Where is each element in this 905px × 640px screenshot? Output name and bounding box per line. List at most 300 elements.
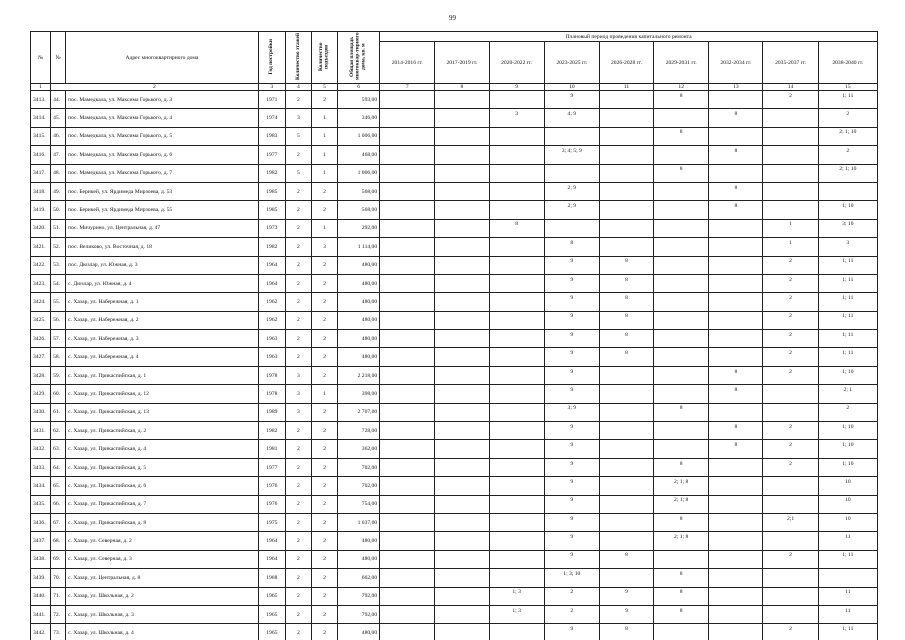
cell-local-index: 51. <box>51 219 66 237</box>
cell-period <box>489 219 544 237</box>
cell-area: 480,00 <box>338 532 380 550</box>
table-row <box>31 91 878 109</box>
cell-area: 398,00 <box>338 385 380 403</box>
cell-period <box>654 440 709 458</box>
cell-period <box>435 550 489 568</box>
cell-area: 480,00 <box>338 348 380 366</box>
cell-period-value: 2 <box>846 147 850 154</box>
cell-address: с. Хазар, ул. Северная, д. 2 <box>66 532 259 550</box>
cell-period <box>763 569 818 587</box>
cell-area: 346,00 <box>338 109 380 127</box>
cell-period <box>818 440 877 458</box>
cell-period <box>599 532 653 550</box>
cell-entrances: 2 <box>311 256 337 274</box>
cell-period-value: 2 <box>789 423 792 430</box>
cell-period <box>599 164 653 182</box>
cell-period <box>818 458 877 476</box>
cell-floors: 2 <box>285 182 311 200</box>
cell-period <box>380 256 435 274</box>
table-row <box>31 513 878 531</box>
cell-period <box>489 127 544 145</box>
header-entrances <box>311 32 337 84</box>
cell-period <box>818 348 877 366</box>
cell-index: 3434. <box>31 477 51 495</box>
cell-area: 1 037,00 <box>338 513 380 531</box>
cell-period <box>489 146 544 164</box>
cell-period <box>544 366 599 384</box>
cell-period <box>544 219 599 237</box>
cell-period-value: 8 <box>625 258 628 265</box>
cell-period <box>380 330 435 348</box>
cell-index: 3424. <box>31 293 51 311</box>
cell-period <box>380 532 435 550</box>
cell-period-value: 2 <box>789 552 792 559</box>
cell-period <box>489 458 544 476</box>
cell-index: 3431. <box>31 422 51 440</box>
cell-address: с. Хазар, ул. Школьная, д. 4 <box>66 624 259 640</box>
cell-period-value: 3; 10 <box>842 221 854 228</box>
cell-floors: 2 <box>285 238 311 256</box>
capital-repair-table <box>30 31 878 640</box>
cell-period <box>654 550 709 568</box>
cell-index: 3422. <box>31 256 51 274</box>
cell-period-value: 2; 1; 8 <box>674 534 689 541</box>
cell-period <box>435 201 489 219</box>
cell-area: 480,00 <box>338 274 380 292</box>
cell-period-value: 1; 11 <box>842 313 854 320</box>
cell-period <box>544 624 599 640</box>
cell-period <box>763 274 818 292</box>
header-period: 2014-2016 гг. <box>380 42 435 84</box>
table-row <box>31 219 878 237</box>
cell-period <box>599 109 653 127</box>
cell-floors: 2 <box>285 219 311 237</box>
cell-period <box>763 605 818 623</box>
cell-index: 3425. <box>31 311 51 329</box>
cell-entrances: 2 <box>311 440 337 458</box>
cell-period-value: 8 <box>625 626 628 633</box>
cell-area: 480,00 <box>338 293 380 311</box>
col-number: 9 <box>489 84 544 91</box>
cell-year: 1978 <box>258 385 285 403</box>
cell-period <box>544 495 599 513</box>
cell-period <box>763 422 818 440</box>
cell-period-value: 1; 11 <box>842 258 854 265</box>
cell-period <box>435 219 489 237</box>
cell-local-index: 68. <box>51 532 66 550</box>
cell-period-value: 11 <box>845 534 851 541</box>
cell-period-value: 8 <box>625 552 628 559</box>
cell-period <box>763 293 818 311</box>
cell-floors: 2 <box>285 256 311 274</box>
cell-index: 3430. <box>31 403 51 421</box>
cell-period <box>654 605 709 623</box>
cell-period-value: 10 <box>845 497 851 504</box>
cell-period <box>763 385 818 403</box>
cell-period <box>544 403 599 421</box>
cell-period <box>654 348 709 366</box>
cell-address: с. Хазар, ул. Школьная, д. 3 <box>66 605 259 623</box>
cell-period <box>544 311 599 329</box>
cell-period-value: 2 <box>789 331 792 338</box>
col-number: 7 <box>380 84 435 91</box>
cell-area: 480,00 <box>338 624 380 640</box>
cell-period <box>380 605 435 623</box>
cell-period <box>380 587 435 605</box>
cell-index: 3421. <box>31 238 51 256</box>
cell-entrances: 2 <box>311 182 337 200</box>
cell-area: 1 006,00 <box>338 164 380 182</box>
cell-period <box>763 330 818 348</box>
cell-period <box>818 605 877 623</box>
cell-year: 1976 <box>258 477 285 495</box>
cell-year: 1975 <box>258 513 285 531</box>
cell-period-value: 9 <box>570 515 574 522</box>
cell-entrances: 2 <box>311 348 337 366</box>
cell-period-value: 11 <box>845 607 851 614</box>
cell-index: 3426. <box>31 330 51 348</box>
cell-address: с. Хазар, ул. Центральная, д. 8 <box>66 569 259 587</box>
cell-address: пос. Дюзлар, ул. Южная, д. 3 <box>66 256 259 274</box>
cell-period-value: 1; 11 <box>842 294 854 301</box>
cell-period <box>489 182 544 200</box>
table-body <box>31 91 878 640</box>
table-row <box>31 477 878 495</box>
cell-period <box>599 403 653 421</box>
cell-period <box>818 624 877 640</box>
header-period: 2017-2019 гг. <box>435 42 489 84</box>
cell-period-value: 1; 3 <box>512 607 521 614</box>
cell-area: 662,00 <box>338 569 380 587</box>
cell-period-value: 2 <box>789 258 792 265</box>
cell-period <box>489 330 544 348</box>
cell-year: 1985 <box>258 201 285 219</box>
cell-period-value: 8 <box>734 442 738 449</box>
col-number: 15 <box>818 84 877 91</box>
cell-period <box>654 495 709 513</box>
cell-period <box>489 532 544 550</box>
cell-period <box>654 458 709 476</box>
cell-period <box>654 256 709 274</box>
cell-period <box>709 330 763 348</box>
cell-local-index: 45. <box>51 109 66 127</box>
cell-period-value: 2 <box>789 368 792 375</box>
cell-period <box>599 311 653 329</box>
cell-period <box>654 164 709 182</box>
cell-period <box>489 403 544 421</box>
cell-period <box>654 109 709 127</box>
cell-year: 1962 <box>258 311 285 329</box>
cell-entrances: 2 <box>311 624 337 640</box>
cell-period <box>544 256 599 274</box>
cell-period-value: 4; 9 <box>567 111 577 118</box>
cell-period <box>435 109 489 127</box>
col-number: 6 <box>338 84 380 91</box>
cell-local-index: 48. <box>51 164 66 182</box>
cell-area: 792,00 <box>338 587 380 605</box>
cell-period <box>380 146 435 164</box>
cell-period <box>818 256 877 274</box>
cell-period-value: 8 <box>679 515 683 522</box>
cell-period-value: 2 <box>846 405 850 412</box>
cell-local-index: 71. <box>51 587 66 605</box>
cell-period <box>544 238 599 256</box>
cell-address: с. Хазар, ул. Прикаспийская, д. 5 <box>66 458 259 476</box>
cell-period <box>380 293 435 311</box>
cell-entrances: 1 <box>311 219 337 237</box>
cell-period <box>763 109 818 127</box>
cell-period <box>435 146 489 164</box>
header-year-label: Год постройки <box>267 38 274 75</box>
cell-period <box>763 513 818 531</box>
cell-address: с. Хазар, ул. Прикаспийская, д. 12 <box>66 385 259 403</box>
cell-period <box>709 311 763 329</box>
cell-floors: 3 <box>285 385 311 403</box>
cell-period-value: 8 <box>570 239 574 246</box>
cell-period-value: 8 <box>679 166 683 173</box>
cell-period-value: 8 <box>679 129 683 136</box>
cell-period <box>818 330 877 348</box>
cell-period <box>763 164 818 182</box>
cell-period <box>654 238 709 256</box>
cell-period <box>654 274 709 292</box>
cell-period-value: 1; 11 <box>842 331 854 338</box>
cell-floors: 2 <box>285 495 311 513</box>
cell-period <box>599 274 653 292</box>
cell-entrances: 2 <box>311 330 337 348</box>
cell-period <box>709 477 763 495</box>
cell-area: 480,00 <box>338 550 380 568</box>
cell-period <box>435 440 489 458</box>
cell-period-value: 8 <box>625 313 628 320</box>
cell-period-value: 2;1 <box>786 515 795 522</box>
cell-period <box>489 477 544 495</box>
cell-period <box>599 256 653 274</box>
cell-address: с. Хазар, ул. Прикаспийская, д. 4 <box>66 440 259 458</box>
table-row <box>31 348 878 366</box>
cell-entrances: 2 <box>311 587 337 605</box>
cell-period-value: 1; 10 <box>842 368 854 375</box>
cell-period <box>435 274 489 292</box>
col-number: 4 <box>285 84 311 91</box>
cell-floors: 5 <box>285 127 311 145</box>
cell-period <box>709 605 763 623</box>
cell-period <box>380 219 435 237</box>
cell-floors: 2 <box>285 201 311 219</box>
cell-period <box>599 569 653 587</box>
cell-period <box>763 458 818 476</box>
cell-period <box>489 366 544 384</box>
cell-local-index: 52. <box>51 238 66 256</box>
cell-period <box>709 91 763 109</box>
cell-area: 2 707,00 <box>338 403 380 421</box>
cell-index: 3420. <box>31 219 51 237</box>
cell-local-index: 69. <box>51 550 66 568</box>
cell-year: 1977 <box>258 146 285 164</box>
cell-period <box>489 495 544 513</box>
cell-year: 1963 <box>258 348 285 366</box>
cell-area: 1 006,00 <box>338 127 380 145</box>
cell-entrances: 3 <box>311 238 337 256</box>
cell-area: 292,00 <box>338 219 380 237</box>
cell-period <box>435 422 489 440</box>
cell-index: 3435. <box>31 495 51 513</box>
cell-year: 1977 <box>258 458 285 476</box>
cell-period-value: 2; 1; 8 <box>674 478 689 485</box>
cell-entrances: 2 <box>311 550 337 568</box>
cell-local-index: 61. <box>51 403 66 421</box>
cell-address: с. Хазар, ул. Набережная, д. 4 <box>66 348 259 366</box>
cell-period <box>380 403 435 421</box>
cell-index: 3416. <box>31 146 51 164</box>
cell-period-value: 1; 11 <box>842 626 854 633</box>
cell-period <box>544 550 599 568</box>
cell-period <box>435 238 489 256</box>
cell-period-value: 1; 11 <box>842 350 854 357</box>
cell-period <box>544 164 599 182</box>
cell-period <box>489 440 544 458</box>
cell-period <box>709 422 763 440</box>
cell-area: 480,00 <box>338 330 380 348</box>
cell-period-value: 2 <box>789 350 792 357</box>
cell-period <box>709 256 763 274</box>
cell-period-value: 2 <box>789 294 792 301</box>
cell-period <box>818 238 877 256</box>
cell-period-value: 8 <box>734 423 738 430</box>
cell-period-value: 1; 3 <box>512 589 521 596</box>
cell-index: 3440. <box>31 587 51 605</box>
cell-period <box>709 513 763 531</box>
cell-period <box>599 330 653 348</box>
table-row <box>31 109 878 127</box>
cell-period-value: 1; 11 <box>842 552 854 559</box>
table-row <box>31 256 878 274</box>
cell-index: 3428. <box>31 366 51 384</box>
cell-index: 3433. <box>31 458 51 476</box>
header-no2: № <box>51 32 66 84</box>
cell-area: 1 114,00 <box>338 238 380 256</box>
cell-address: пос. Великово, ул. Восточная, д. 18 <box>66 238 259 256</box>
cell-period <box>654 385 709 403</box>
cell-floors: 2 <box>285 550 311 568</box>
cell-period <box>489 201 544 219</box>
cell-floors: 2 <box>285 311 311 329</box>
cell-entrances: 1 <box>311 385 337 403</box>
cell-period <box>380 440 435 458</box>
cell-period <box>380 274 435 292</box>
header-entrances-label: Количество подъездов <box>317 42 330 71</box>
cell-floors: 2 <box>285 605 311 623</box>
cell-area: 568,00 <box>338 201 380 219</box>
cell-period <box>654 201 709 219</box>
cell-area: 702,00 <box>338 477 380 495</box>
cell-floors: 2 <box>285 513 311 531</box>
cell-floors: 2 <box>285 348 311 366</box>
col-number: 5 <box>311 84 337 91</box>
cell-period-value: 2 <box>789 313 792 320</box>
cell-year: 1981 <box>258 440 285 458</box>
cell-local-index: 62. <box>51 422 66 440</box>
table-row <box>31 127 878 145</box>
cell-period <box>818 587 877 605</box>
cell-period <box>599 127 653 145</box>
col-number: 3 <box>258 84 285 91</box>
cell-year: 1964 <box>258 532 285 550</box>
cell-period <box>489 274 544 292</box>
cell-period-value: 2; 9 <box>567 184 577 191</box>
cell-period <box>599 550 653 568</box>
cell-period-value: 2 <box>789 460 792 467</box>
cell-period-value: 9 <box>570 442 574 449</box>
header-area-label: Общая площадь многоквар-тирного дома, кв. м <box>349 32 367 81</box>
cell-period <box>544 513 599 531</box>
cell-year: 1965 <box>258 624 285 640</box>
cell-period-value: 3; 9 <box>567 405 577 412</box>
cell-period-value: 8 <box>625 350 628 357</box>
cell-period-value: 8 <box>679 570 683 577</box>
cell-period <box>818 127 877 145</box>
cell-period <box>599 440 653 458</box>
cell-period-value: 1 <box>789 221 792 228</box>
cell-year: 1985 <box>258 182 285 200</box>
header-period: 2032-2034 гг. <box>709 42 763 84</box>
cell-period <box>435 182 489 200</box>
table-row <box>31 366 878 384</box>
cell-period-value: 9 <box>570 276 574 283</box>
cell-period <box>763 366 818 384</box>
cell-period <box>763 91 818 109</box>
cell-local-index: 72. <box>51 605 66 623</box>
cell-year: 1982 <box>258 238 285 256</box>
table-row <box>31 201 878 219</box>
cell-period <box>435 495 489 513</box>
cell-period-value: 8 <box>679 607 683 614</box>
cell-period-value: 1; 10 <box>842 423 854 430</box>
cell-year: 1974 <box>258 109 285 127</box>
cell-period-value: 3 <box>515 111 519 118</box>
cell-local-index: 57. <box>51 330 66 348</box>
cell-period <box>544 146 599 164</box>
cell-period-value: 9 <box>570 497 574 504</box>
cell-period <box>380 624 435 640</box>
cell-period <box>599 605 653 623</box>
cell-floors: 2 <box>285 274 311 292</box>
cell-local-index: 47. <box>51 146 66 164</box>
cell-address: с. Хазар, ул. Прикаспийская, д. 1 <box>66 366 259 384</box>
cell-period <box>818 146 877 164</box>
cell-entrances: 2 <box>311 495 337 513</box>
cell-period-value: 8 <box>734 368 738 375</box>
cell-period <box>380 348 435 366</box>
cell-period <box>489 311 544 329</box>
cell-period <box>818 403 877 421</box>
table-row <box>31 624 878 640</box>
cell-period <box>654 366 709 384</box>
cell-period <box>599 91 653 109</box>
cell-entrances: 2 <box>311 605 337 623</box>
cell-period-value: 1; 11 <box>842 276 854 283</box>
cell-local-index: 63. <box>51 440 66 458</box>
table-row <box>31 569 878 587</box>
cell-period <box>380 495 435 513</box>
cell-floors: 5 <box>285 164 311 182</box>
cell-floors: 2 <box>285 624 311 640</box>
cell-period <box>380 366 435 384</box>
cell-period <box>709 146 763 164</box>
cell-period <box>489 109 544 127</box>
cell-area: 2 218,00 <box>338 366 380 384</box>
cell-period-value: 9 <box>570 368 574 375</box>
